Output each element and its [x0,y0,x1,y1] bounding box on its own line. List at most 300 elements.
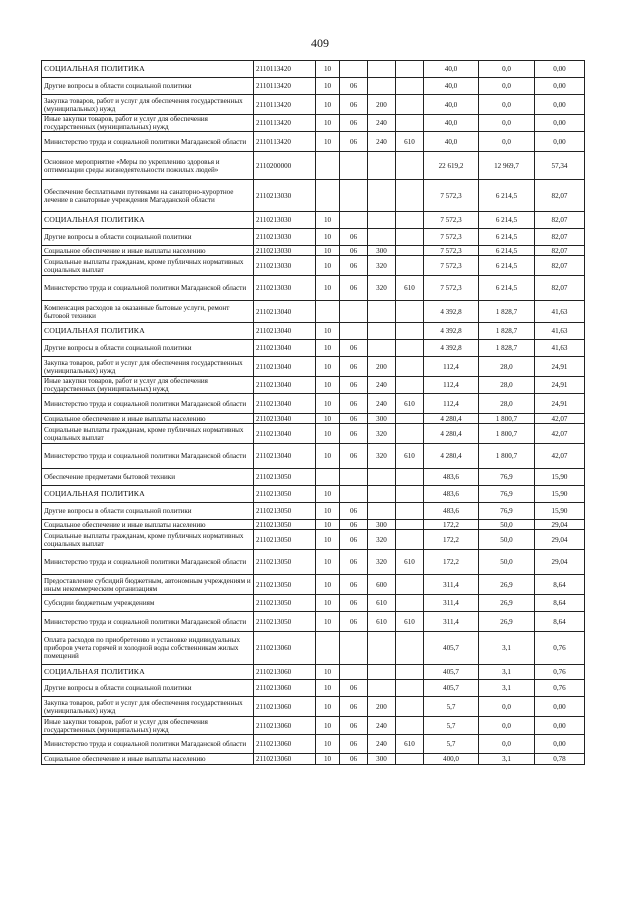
cell-plan: 112,4 [424,377,479,394]
cell-sec: 10 [316,486,340,503]
cell-name: СОЦИАЛЬНАЯ ПОЛИТИКА [42,212,254,229]
cell-grbs [396,414,424,424]
cell-plan: 311,4 [424,612,479,632]
cell-pct: 24,91 [535,394,585,414]
cell-sub: 06 [340,520,368,530]
table-row [42,323,585,340]
cell-code: 2110113420 [254,61,316,78]
cell-vr: 200 [368,95,396,115]
cell-pct: 41,63 [535,340,585,357]
cell-name: Министерство труда и социальной политики Магаданской области [42,735,254,754]
cell-vr: 240 [368,735,396,754]
table-row [42,632,585,665]
cell-exec: 0,0 [479,735,535,754]
cell-sec: 10 [316,612,340,632]
cell-vr: 300 [368,520,396,530]
cell-grbs [396,503,424,520]
cell-grbs [396,377,424,394]
table-body [42,61,585,765]
cell-sec: 10 [316,323,340,340]
cell-plan: 40,0 [424,95,479,115]
cell-name: Министерство труда и социальной политики Магаданской области [42,394,254,414]
cell-pct: 82,07 [535,229,585,246]
cell-plan: 5,7 [424,735,479,754]
cell-pct: 8,64 [535,612,585,632]
cell-vr: 240 [368,717,396,735]
cell-sec: 10 [316,520,340,530]
table-row [42,180,585,212]
cell-grbs [396,665,424,680]
cell-exec: 6 214,5 [479,256,535,276]
cell-vr: 200 [368,357,396,377]
cell-name: Компенсация расходов за оказанные бытовые услуги, ремонт бытовой техники [42,301,254,323]
cell-plan: 400,0 [424,754,479,765]
cell-code: 2110113420 [254,95,316,115]
cell-exec: 1 800,7 [479,444,535,469]
cell-sec: 10 [316,132,340,152]
cell-code: 2110213030 [254,229,316,246]
cell-name: Иные закупки товаров, работ и услуг для обеспечения государственных (муниципальных) нужд [42,115,254,132]
cell-vr: 320 [368,550,396,575]
cell-sub: 06 [340,444,368,469]
cell-sub: 06 [340,550,368,575]
cell-code: 2110113420 [254,115,316,132]
cell-code: 2110213060 [254,665,316,680]
cell-pct: 82,07 [535,212,585,229]
cell-exec: 6 214,5 [479,212,535,229]
cell-exec: 3,1 [479,754,535,765]
cell-vr: 240 [368,115,396,132]
cell-grbs [396,212,424,229]
cell-exec: 28,0 [479,357,535,377]
table-row [42,357,585,377]
table-row [42,95,585,115]
table-row [42,132,585,152]
cell-code: 2110213060 [254,680,316,697]
cell-grbs [396,340,424,357]
cell-vr [368,61,396,78]
cell-grbs [396,680,424,697]
cell-vr [368,229,396,246]
table-row [42,424,585,444]
cell-sub: 06 [340,503,368,520]
cell-code: 2110213040 [254,414,316,424]
cell-vr: 320 [368,424,396,444]
cell-vr: 320 [368,444,396,469]
cell-vr [368,152,396,180]
cell-pct: 0,00 [535,61,585,78]
cell-code: 2110213050 [254,575,316,595]
cell-exec: 76,9 [479,486,535,503]
cell-sub: 06 [340,340,368,357]
cell-name: СОЦИАЛЬНАЯ ПОЛИТИКА [42,61,254,78]
cell-sec: 10 [316,414,340,424]
cell-code: 2110213040 [254,444,316,469]
cell-exec: 12 969,7 [479,152,535,180]
table-row [42,212,585,229]
cell-pct: 0,76 [535,680,585,697]
cell-grbs [396,357,424,377]
cell-name: Иные закупки товаров, работ и услуг для обеспечения государственных (муниципальных) нужд [42,717,254,735]
cell-plan: 4 280,4 [424,444,479,469]
cell-code: 2110213030 [254,276,316,301]
cell-sub: 06 [340,680,368,697]
cell-grbs [396,115,424,132]
cell-sec: 10 [316,424,340,444]
cell-name: Министерство труда и социальной политики Магаданской области [42,612,254,632]
cell-grbs [396,424,424,444]
cell-sec: 10 [316,246,340,256]
cell-sec [316,301,340,323]
cell-exec: 3,1 [479,632,535,665]
cell-sub: 06 [340,414,368,424]
cell-sub: 06 [340,754,368,765]
cell-code: 2110213040 [254,323,316,340]
table-row [42,680,585,697]
cell-plan: 40,0 [424,61,479,78]
cell-name: СОЦИАЛЬНАЯ ПОЛИТИКА [42,486,254,503]
cell-vr [368,301,396,323]
cell-sec [316,152,340,180]
cell-plan: 4 280,4 [424,424,479,444]
cell-code: 2110213040 [254,357,316,377]
cell-sec: 10 [316,665,340,680]
cell-plan: 7 572,3 [424,276,479,301]
cell-plan: 4 392,8 [424,323,479,340]
cell-pct: 0,00 [535,717,585,735]
cell-sub: 06 [340,78,368,95]
table-row [42,78,585,95]
cell-grbs [396,530,424,550]
cell-code: 2110213050 [254,520,316,530]
cell-pct: 82,07 [535,180,585,212]
cell-pct: 42,07 [535,414,585,424]
cell-plan: 40,0 [424,132,479,152]
budget-table [41,60,585,765]
cell-code: 2110213050 [254,486,316,503]
cell-pct: 0,00 [535,95,585,115]
cell-name: Иные закупки товаров, работ и услуг для обеспечения государственных (муниципальных) нужд [42,377,254,394]
cell-plan: 483,6 [424,469,479,486]
cell-grbs: 610 [396,612,424,632]
cell-sec [316,469,340,486]
cell-pct: 0,00 [535,697,585,717]
cell-code: 2110213040 [254,377,316,394]
cell-vr [368,180,396,212]
cell-code: 2110213050 [254,469,316,486]
cell-vr: 320 [368,276,396,301]
cell-code: 2110213040 [254,301,316,323]
cell-name: Социальное обеспечение и иные выплаты населению [42,414,254,424]
table-row [42,735,585,754]
cell-plan: 4 392,8 [424,340,479,357]
cell-exec: 0,0 [479,95,535,115]
cell-plan: 405,7 [424,680,479,697]
table-row [42,697,585,717]
cell-sub [340,180,368,212]
cell-grbs [396,323,424,340]
cell-vr [368,212,396,229]
cell-code: 2110213060 [254,717,316,735]
cell-code: 2110213040 [254,340,316,357]
cell-sub: 06 [340,229,368,246]
cell-plan: 112,4 [424,357,479,377]
cell-exec: 0,0 [479,61,535,78]
cell-sec: 10 [316,394,340,414]
cell-name: Основное мероприятие «Меры по укреплению здоровья и оптимизации среды жизнедеятельности пожилых людей» [42,152,254,180]
cell-sec [316,180,340,212]
cell-grbs [396,256,424,276]
cell-sec: 10 [316,61,340,78]
cell-vr: 600 [368,575,396,595]
page-number: 409 [311,36,329,50]
table-row [42,152,585,180]
cell-grbs: 610 [396,550,424,575]
cell-exec: 28,0 [479,377,535,394]
cell-grbs [396,95,424,115]
table-row [42,256,585,276]
cell-name: Другие вопросы в области социальной политики [42,229,254,246]
cell-sec: 10 [316,115,340,132]
cell-exec: 1 800,7 [479,414,535,424]
cell-sec: 10 [316,575,340,595]
cell-name: Социальное обеспечение и иные выплаты населению [42,246,254,256]
cell-grbs [396,632,424,665]
cell-code: 2110213030 [254,256,316,276]
cell-name: Министерство труда и социальной политики Магаданской области [42,550,254,575]
cell-grbs [396,520,424,530]
cell-sec: 10 [316,256,340,276]
cell-pct: 29,04 [535,550,585,575]
cell-sub: 06 [340,530,368,550]
cell-sub [340,323,368,340]
table-row [42,340,585,357]
cell-exec: 50,0 [479,530,535,550]
cell-plan: 112,4 [424,394,479,414]
cell-vr [368,680,396,697]
cell-code: 2110213060 [254,632,316,665]
cell-vr: 240 [368,377,396,394]
cell-sec: 10 [316,444,340,469]
cell-vr: 240 [368,394,396,414]
cell-pct: 29,04 [535,520,585,530]
cell-name: Социальные выплаты гражданам, кроме публичных нормативных социальных выплат [42,530,254,550]
cell-vr [368,632,396,665]
cell-plan: 172,2 [424,550,479,575]
cell-pct: 82,07 [535,276,585,301]
cell-sec: 10 [316,377,340,394]
cell-sub: 06 [340,697,368,717]
table-row [42,575,585,595]
cell-exec: 3,1 [479,665,535,680]
cell-exec: 6 214,5 [479,276,535,301]
cell-pct: 42,07 [535,444,585,469]
cell-pct: 0,76 [535,665,585,680]
cell-pct: 0,00 [535,735,585,754]
cell-pct: 15,90 [535,469,585,486]
table-row [42,115,585,132]
cell-sub [340,469,368,486]
cell-vr: 610 [368,612,396,632]
cell-sec: 10 [316,735,340,754]
cell-grbs [396,595,424,612]
cell-vr: 320 [368,530,396,550]
cell-pct: 24,91 [535,357,585,377]
cell-code: 2110213030 [254,212,316,229]
cell-sub [340,665,368,680]
cell-grbs: 610 [396,444,424,469]
cell-vr [368,665,396,680]
cell-plan: 4 280,4 [424,414,479,424]
cell-exec: 3,1 [479,680,535,697]
table-row [42,377,585,394]
cell-plan: 22 619,2 [424,152,479,180]
cell-plan: 4 392,8 [424,301,479,323]
cell-exec: 0,0 [479,717,535,735]
cell-code: 2110200000 [254,152,316,180]
cell-pct: 42,07 [535,424,585,444]
cell-pct: 15,90 [535,486,585,503]
table-row [42,520,585,530]
cell-code: 2110113420 [254,132,316,152]
cell-plan: 483,6 [424,503,479,520]
cell-sub: 06 [340,377,368,394]
cell-pct: 82,07 [535,256,585,276]
cell-sub: 06 [340,246,368,256]
cell-sec: 10 [316,680,340,697]
cell-code: 2110213050 [254,612,316,632]
cell-grbs [396,78,424,95]
cell-sec: 10 [316,754,340,765]
table-row [42,550,585,575]
cell-name: Другие вопросы в области социальной политики [42,340,254,357]
cell-exec: 26,9 [479,575,535,595]
table-row [42,301,585,323]
cell-plan: 7 572,3 [424,229,479,246]
cell-name: Закупка товаров, работ и услуг для обеспечения государственных (муниципальных) нужд [42,697,254,717]
cell-sub: 06 [340,95,368,115]
cell-vr [368,340,396,357]
cell-grbs: 610 [396,394,424,414]
cell-sec: 10 [316,595,340,612]
cell-name: Обеспечение бесплатными путевками на санаторно-курортное лечение в санаторные учреждения Магаданской области [42,180,254,212]
cell-code: 2110213060 [254,735,316,754]
table-row [42,503,585,520]
cell-sub: 06 [340,276,368,301]
cell-grbs [396,152,424,180]
table-row [42,61,585,78]
cell-sub [340,61,368,78]
cell-exec: 1 828,7 [479,340,535,357]
table-row [42,469,585,486]
cell-plan: 7 572,3 [424,212,479,229]
cell-code: 2110213030 [254,246,316,256]
cell-code: 2110213040 [254,424,316,444]
cell-pct: 82,07 [535,246,585,256]
cell-name: Социальное обеспечение и иные выплаты населению [42,754,254,765]
cell-sec: 10 [316,276,340,301]
cell-pct: 0,78 [535,754,585,765]
cell-code: 2110213050 [254,503,316,520]
cell-grbs: 610 [396,735,424,754]
cell-sub: 06 [340,132,368,152]
cell-sub: 06 [340,717,368,735]
cell-vr [368,469,396,486]
cell-name: СОЦИАЛЬНАЯ ПОЛИТИКА [42,665,254,680]
cell-exec: 1 800,7 [479,424,535,444]
cell-name: Другие вопросы в области социальной политики [42,78,254,95]
cell-grbs [396,469,424,486]
cell-exec: 0,0 [479,78,535,95]
cell-exec: 26,9 [479,595,535,612]
cell-sub: 06 [340,595,368,612]
cell-exec: 76,9 [479,503,535,520]
cell-plan: 7 572,3 [424,246,479,256]
cell-sec: 10 [316,550,340,575]
cell-exec: 6 214,5 [479,246,535,256]
cell-vr [368,78,396,95]
table-row [42,276,585,301]
cell-vr [368,486,396,503]
cell-pct: 8,64 [535,595,585,612]
cell-sec: 10 [316,697,340,717]
cell-pct: 0,00 [535,78,585,95]
cell-pct: 8,64 [535,575,585,595]
table-row [42,595,585,612]
cell-plan: 172,2 [424,520,479,530]
cell-grbs: 610 [396,276,424,301]
cell-sub: 06 [340,424,368,444]
cell-exec: 0,0 [479,132,535,152]
cell-sub: 06 [340,256,368,276]
cell-plan: 7 572,3 [424,180,479,212]
cell-name: Обеспечение предметами бытовой техники [42,469,254,486]
table-row [42,754,585,765]
cell-plan: 172,2 [424,530,479,550]
cell-vr: 300 [368,246,396,256]
cell-vr: 320 [368,256,396,276]
table-row [42,530,585,550]
cell-code: 2110213060 [254,754,316,765]
cell-plan: 405,7 [424,665,479,680]
cell-sub [340,632,368,665]
cell-vr: 240 [368,132,396,152]
cell-exec: 50,0 [479,550,535,575]
cell-grbs [396,486,424,503]
cell-name: СОЦИАЛЬНАЯ ПОЛИТИКА [42,323,254,340]
cell-grbs [396,717,424,735]
table-row [42,665,585,680]
cell-name: Предоставление субсидий бюджетным, автономным учреждениям и иным некоммерческим организациям [42,575,254,595]
cell-name: Другие вопросы в области социальной политики [42,503,254,520]
cell-exec: 6 214,5 [479,229,535,246]
cell-plan: 311,4 [424,575,479,595]
cell-name: Социальные выплаты гражданам, кроме публичных нормативных социальных выплат [42,256,254,276]
cell-name: Социальные выплаты гражданам, кроме публичных нормативных социальных выплат [42,424,254,444]
cell-plan: 40,0 [424,115,479,132]
cell-sec [316,632,340,665]
cell-sub: 06 [340,575,368,595]
cell-pct: 0,00 [535,115,585,132]
cell-sub: 06 [340,612,368,632]
cell-sec: 10 [316,717,340,735]
cell-grbs [396,575,424,595]
cell-vr: 200 [368,697,396,717]
cell-exec: 76,9 [479,469,535,486]
cell-sub: 06 [340,394,368,414]
cell-plan: 311,4 [424,595,479,612]
cell-exec: 1 828,7 [479,301,535,323]
